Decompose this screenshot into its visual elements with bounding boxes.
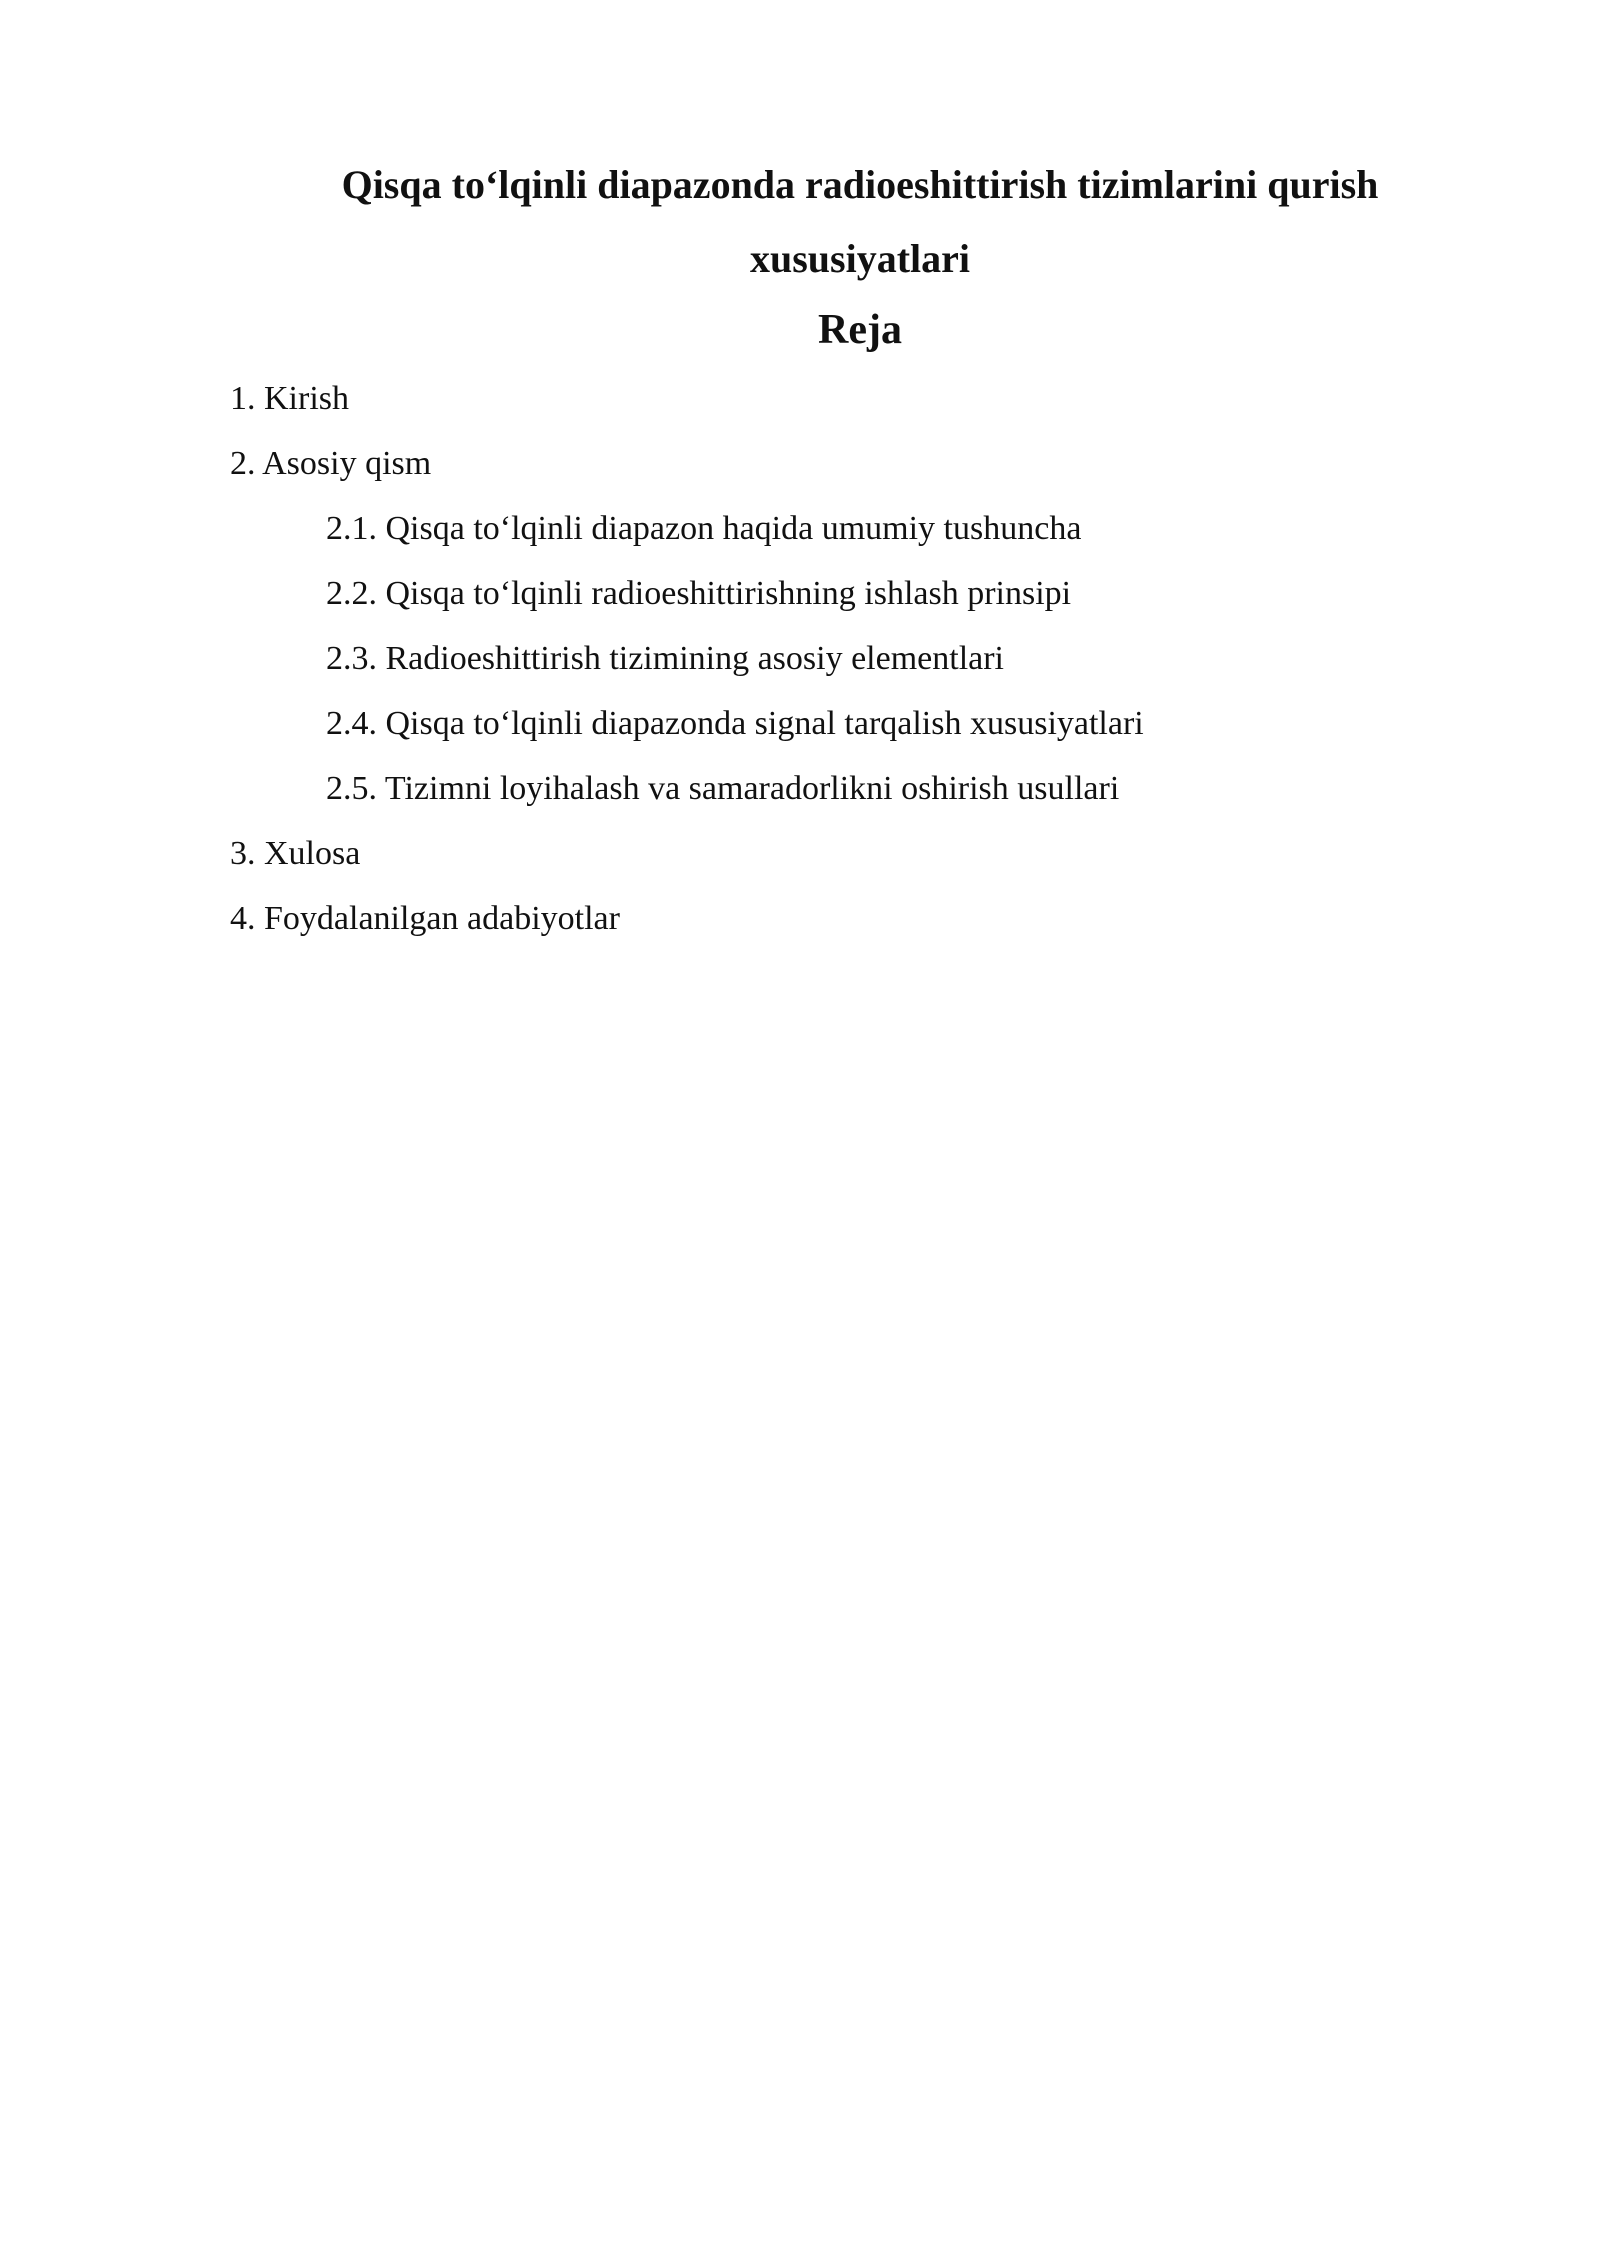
- plan-item-xulosa: 3. Xulosa: [230, 835, 361, 872]
- plan-subitem-2-3: 2.3. Radioeshittirish tizimining asosiy elementlari: [326, 640, 1005, 677]
- plan-item-adabiyotlar: 4. Foydalanilgan adabiyotlar: [230, 900, 620, 937]
- title-line-2: xususiyatlari: [749, 236, 971, 281]
- plan-subitem-2-1: 2.1. Qisqa to‘lqinli diapazon haqida umumiy tushuncha: [326, 510, 1082, 547]
- plan-subitem-2-2: 2.2. Qisqa to‘lqinli radioeshittirishning ishlash prinsipi: [326, 575, 1072, 612]
- document-title: [230, 148, 1490, 296]
- plan-heading: Reja: [818, 307, 902, 353]
- plan-item-asosiy-qism: 2. Asosiy qism: [230, 445, 432, 482]
- plan-subitem-2-4: 2.4. Qisqa to‘lqinli diapazonda signal tarqalish xususiyatlari: [326, 705, 1144, 742]
- plan-list: [230, 366, 1490, 951]
- plan-item-kirish: 1. Kirish: [230, 380, 349, 417]
- plan-subitem-2-5: 2.5. Tizimni loyihalash va samaradorlikni oshirish usullari: [326, 770, 1120, 807]
- title-line-1: Qisqa to‘lqinli diapazonda radioeshittirish tizimlarini qurish: [341, 162, 1379, 207]
